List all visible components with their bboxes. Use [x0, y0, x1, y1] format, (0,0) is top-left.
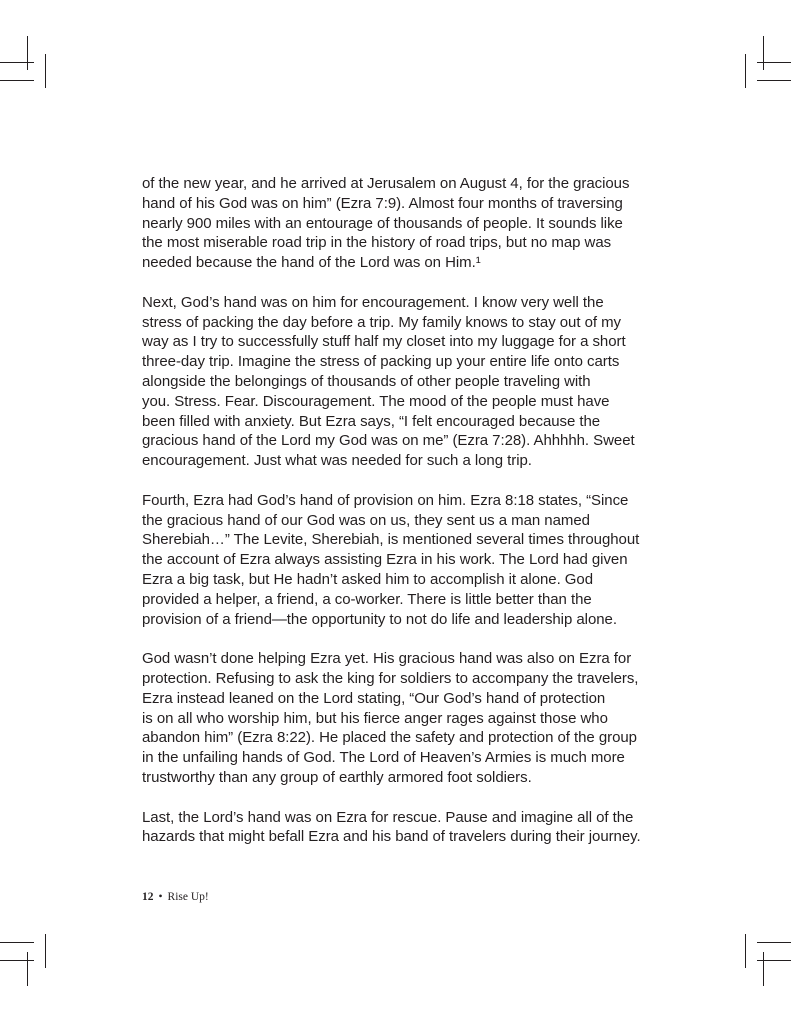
text-line: Ezra instead leaned on the Lord stating, “Our God’s hand of protection: [142, 689, 606, 707]
text-line: the account of Ezra always assisting Ezra in his work. The Lord had given: [142, 551, 628, 569]
paragraph-4: [142, 649, 674, 788]
text-line: of the new year, and he arrived at Jerusalem on August 4, for the gracious: [142, 175, 630, 192]
text-line: provision of a friend—the opportunity to not do life and leadership alone.: [142, 610, 617, 628]
text-line: the gracious hand of our God was on us, they sent us a man named: [142, 511, 590, 529]
page-number: 12: [142, 891, 154, 903]
text-line: provided a helper, a friend, a co-worker. There is little better than the: [142, 590, 592, 608]
text-line: hand of his God was on him” (Ezra 7:9). Almost four months of traversing: [142, 194, 623, 212]
paragraph-5: [142, 808, 674, 848]
paragraph-1: [142, 174, 674, 273]
paragraph-spacer: [142, 788, 674, 808]
text-line: in the unfailing hands of God. The Lord of Heaven’s Armies is much more: [142, 749, 625, 767]
text-line: is on all who worship him, but his fierce anger rages against those who: [142, 709, 608, 727]
paragraph-spacer: [142, 273, 674, 293]
text-line: encouragement. Just what was needed for such a long trip.: [142, 452, 532, 470]
text-line: nearly 900 miles with an entourage of thousands of people. It sounds like: [142, 214, 623, 232]
text-line: Ezra a big task, but He hadn’t asked him to accomplish it alone. God: [142, 570, 594, 588]
paragraph-spacer: [142, 629, 674, 649]
paragraph-3: [142, 491, 674, 630]
paragraph-2: [142, 293, 674, 471]
book-title: Rise Up!: [167, 891, 209, 903]
text-line: way as I try to successfully stuff half my closet into my luggage for a short: [142, 333, 626, 351]
text-line: Fourth, Ezra had God’s hand of provision on him. Ezra 8:18 states, “Since: [142, 491, 629, 509]
text-line: three-day trip. Imagine the stress of packing up your entire life onto carts: [142, 353, 620, 371]
text-line: needed because the hand of the Lord was on Him.¹: [142, 254, 481, 272]
body-text: [142, 174, 674, 847]
text-line: the most miserable road trip in the history of road trips, but no map was: [142, 234, 612, 252]
text-line: stress of packing the day before a trip. My family knows to stay out of my: [142, 313, 622, 331]
paragraph-spacer: [142, 471, 674, 491]
text-line: alongside the belongings of thousands of other people traveling with: [142, 372, 591, 390]
text-line: protection. Refusing to ask the king for soldiers to accompany the travelers,: [142, 669, 639, 687]
text-line: abandon him” (Ezra 8:22). He placed the safety and protection of the group: [142, 729, 637, 747]
footer-separator: •: [158, 891, 163, 903]
text-line: you. Stress. Fear. Discouragement. The mood of the people must have: [142, 392, 610, 410]
text-line: God wasn’t done helping Ezra yet. His gracious hand was also on Ezra for: [142, 650, 632, 668]
text-line: Last, the Lord’s hand was on Ezra for rescue. Pause and imagine all of the: [142, 808, 634, 826]
text-line: Sherebiah…” The Levite, Sherebiah, is mentioned several times throughout: [142, 531, 640, 549]
text-line: gracious hand of the Lord my God was on me” (Ezra 7:28). Ahhhhh. Sweet: [142, 432, 635, 450]
text-line: Next, God’s hand was on him for encouragement. I know very well the: [142, 293, 604, 311]
page-footer: [142, 890, 209, 904]
text-line: hazards that might befall Ezra and his band of travelers during their journey.: [142, 828, 641, 846]
text-line: trustworthy than any group of earthly armored foot soldiers.: [142, 768, 532, 786]
text-line: been filled with anxiety. But Ezra says, “I felt encouraged because the: [142, 412, 601, 430]
